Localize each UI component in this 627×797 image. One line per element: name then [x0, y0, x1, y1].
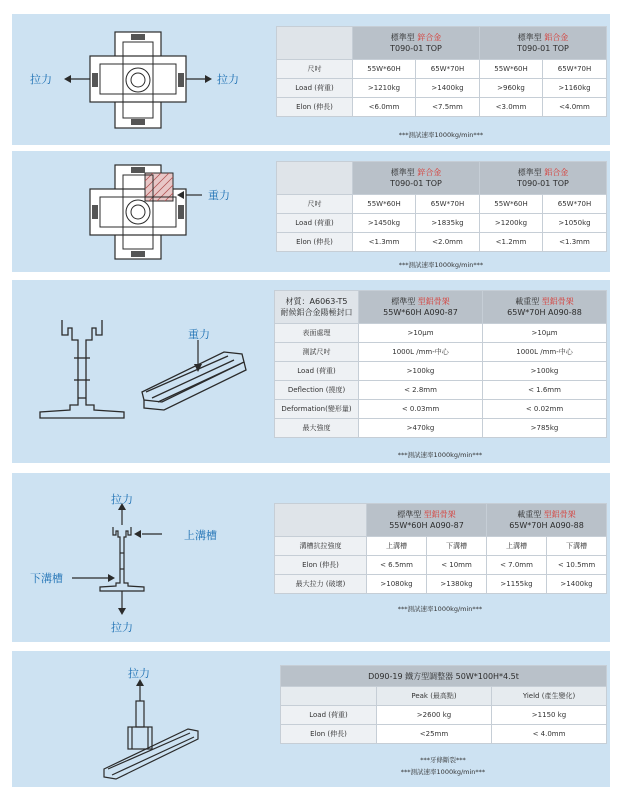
table-cell: 55W*60H: [353, 60, 416, 79]
spec-table-3: [274, 290, 607, 438]
table-cell: < 2.8mm: [359, 381, 483, 400]
table-cell: >100kg: [483, 362, 607, 381]
table-cell: >1200kg: [480, 214, 543, 233]
table-cell: 下溝槽: [427, 537, 487, 556]
row-label: Load (荷重): [277, 79, 353, 98]
tension-label-top: 拉力: [111, 493, 133, 506]
column-header-yield: Yield (產生變化): [492, 687, 607, 706]
table-row: [277, 98, 607, 117]
row-label: Elon (伸長): [277, 98, 353, 117]
table-cell: >1050kg: [543, 214, 607, 233]
column-header-standard: 標準型 型鋁骨架 55W*60H A090-87: [367, 504, 487, 537]
row-label: Deformation(變形量): [275, 400, 359, 419]
row-label: 最大強度: [275, 419, 359, 438]
panel-1: [12, 14, 610, 145]
column-header-standard: 標準型 型鋁骨架 55W*60H A090-87: [359, 291, 483, 324]
corner-cell: [275, 504, 367, 537]
table-cell: <2.0mm: [416, 233, 480, 252]
column-header-heavy: 載重型 型鋁骨架 65W*70H A090-88: [487, 504, 607, 537]
table-cell: >1080kg: [367, 575, 427, 594]
row-label: 尺吋: [277, 60, 353, 79]
tension-label-right: 拉力: [217, 73, 239, 86]
row-label: Load (荷重): [277, 214, 353, 233]
spec-table-4: [274, 503, 607, 594]
table-cell: >1150 kg: [492, 706, 607, 725]
corner-cell: [281, 687, 377, 706]
column-header-heavy: 載重型 型鋁骨架 65W*70H A090-88: [483, 291, 607, 324]
table-cell: < 10mm: [427, 556, 487, 575]
table-header-row: [275, 504, 607, 537]
upper-groove-label: 上溝槽: [184, 529, 217, 542]
table-row: [275, 381, 607, 400]
table-cell: <7.5mm: [416, 98, 480, 117]
table-cell: 1000L /mm-中心: [483, 343, 607, 362]
cross-connector-illustration: [12, 151, 268, 272]
row-label: Elon (伸長): [277, 233, 353, 252]
table-cell: 65W*70H: [416, 195, 480, 214]
aluminum-profile-gravity-diagram: [12, 280, 268, 463]
aluminum-profile-illustration: [12, 280, 268, 463]
table-cell: 55W*60H: [480, 195, 543, 214]
table-row: [275, 537, 607, 556]
table-cell: 55W*60H: [480, 60, 543, 79]
table-cell: 65W*70H: [543, 195, 607, 214]
table-subheader-row: [281, 687, 607, 706]
table-cell: 1000L /mm-中心: [359, 343, 483, 362]
test-rate-note: ***測試速率1000kg/min***: [397, 451, 483, 459]
table-row: [281, 706, 607, 725]
row-label: Load (荷重): [275, 362, 359, 381]
tension-label-top: 拉力: [128, 667, 150, 680]
table-row: [275, 362, 607, 381]
cross-connector-gravity-diagram: [12, 151, 268, 272]
thread-break-note: ***牙條斷裂***: [420, 756, 466, 764]
table-cell: 上溝槽: [487, 537, 547, 556]
column-header-aluminum: 標準型 鋁合金 T090-01 TOP: [480, 27, 607, 60]
table-cell: >1835kg: [416, 214, 480, 233]
table-title-row: [281, 666, 607, 687]
table-cell: >1155kg: [487, 575, 547, 594]
corner-cell: [277, 27, 353, 60]
column-header-aluminum: 標準型 鋁合金 T090-01 TOP: [480, 162, 607, 195]
table-row: [277, 214, 607, 233]
row-label: 最大拉力 (破壞): [275, 575, 367, 594]
table-row: [277, 60, 607, 79]
table-header-row: [275, 291, 607, 324]
table-cell: >1450kg: [353, 214, 416, 233]
column-header-zinc: 標準型 鋅合金 T090-01 TOP: [353, 162, 480, 195]
test-rate-note: ***測試速率1000kg/min***: [400, 768, 486, 776]
table-row: [275, 324, 607, 343]
table-row: [277, 79, 607, 98]
table-cell: <25mm: [377, 725, 492, 744]
table-cell: 65W*70H: [416, 60, 480, 79]
table-cell: >10μm: [359, 324, 483, 343]
table-row: [275, 419, 607, 438]
table-cell: < 0.03mm: [359, 400, 483, 419]
adjuster-tension-diagram: [12, 651, 268, 787]
table-cell: >1400kg: [547, 575, 607, 594]
table-cell: >1380kg: [427, 575, 487, 594]
table-cell: < 7.0mm: [487, 556, 547, 575]
table-cell: >2600 kg: [377, 706, 492, 725]
table-row: [275, 575, 607, 594]
table-cell: <1.3mm: [353, 233, 416, 252]
tension-label-bottom: 拉力: [111, 621, 133, 634]
table-cell: >10μm: [483, 324, 607, 343]
table-cell: >100kg: [359, 362, 483, 381]
test-rate-note: ***測試速率1000kg/min***: [398, 131, 484, 139]
row-label: Elon (伸長): [281, 725, 377, 744]
row-label: 測試尺吋: [275, 343, 359, 362]
table-row: [275, 400, 607, 419]
table-cell: < 6.5mm: [367, 556, 427, 575]
table-cell: >1210kg: [353, 79, 416, 98]
table-cell: <6.0mm: [353, 98, 416, 117]
spec-table-5: [280, 665, 607, 744]
table-cell: 下溝槽: [547, 537, 607, 556]
panel-5: [12, 651, 610, 787]
panel-3: [12, 280, 610, 463]
table-cell: < 10.5mm: [547, 556, 607, 575]
table-row: [281, 725, 607, 744]
row-label: 溝槽抗拉強度: [275, 537, 367, 556]
table-row: [275, 556, 607, 575]
row-label: Load (荷重): [281, 706, 377, 725]
test-rate-note: ***測試速率1000kg/min***: [397, 605, 483, 613]
table-header-row: [277, 27, 607, 60]
table-cell: <4.0mm: [543, 98, 607, 117]
table-cell: >1400kg: [416, 79, 480, 98]
corner-cell: [277, 162, 353, 195]
table-cell: 65W*70H: [543, 60, 607, 79]
column-header-zinc: 標準型 鋅合金 T090-01 TOP: [353, 27, 480, 60]
gravity-label: 重力: [208, 189, 230, 202]
table-cell: >960kg: [480, 79, 543, 98]
table-cell: 55W*60H: [353, 195, 416, 214]
gravity-label: 重力: [188, 328, 210, 341]
table-cell: < 1.6mm: [483, 381, 607, 400]
table-cell: <3.0mm: [480, 98, 543, 117]
table-cell: < 4.0mm: [492, 725, 607, 744]
table-row: [275, 343, 607, 362]
material-cell: 材質：A6063-T5 耐候鋁合金陽極封口: [275, 291, 359, 324]
table-header-row: [277, 162, 607, 195]
table-cell: >470kg: [359, 419, 483, 438]
groove-profile-illustration: [12, 473, 268, 642]
spec-table-2: [276, 161, 607, 252]
row-label: Elon (伸長): [275, 556, 367, 575]
table-cell: < 0.02mm: [483, 400, 607, 419]
panel-2: [12, 151, 610, 272]
tension-label-left: 拉力: [30, 73, 52, 86]
row-label: 表面處理: [275, 324, 359, 343]
panel-4: [12, 473, 610, 642]
row-label: 尺吋: [277, 195, 353, 214]
table-cell: 上溝槽: [367, 537, 427, 556]
table-cell: >1160kg: [543, 79, 607, 98]
spec-table-1: [276, 26, 607, 117]
groove-tension-diagram: [12, 473, 268, 642]
row-label: Deflection (撓度): [275, 381, 359, 400]
table-row: [277, 233, 607, 252]
table-row: [277, 195, 607, 214]
table-cell: <1.3mm: [543, 233, 607, 252]
lower-groove-label: 下溝槽: [30, 572, 63, 585]
test-rate-note: ***測試速率1000kg/min***: [398, 261, 484, 269]
table-cell: <1.2mm: [480, 233, 543, 252]
cross-connector-tension-diagram: [12, 14, 268, 145]
table-cell: >785kg: [483, 419, 607, 438]
adjuster-title: D090-19 鐵方型調整器 50W*100H*4.5t: [281, 666, 607, 687]
column-header-peak: Peak (最高點): [377, 687, 492, 706]
